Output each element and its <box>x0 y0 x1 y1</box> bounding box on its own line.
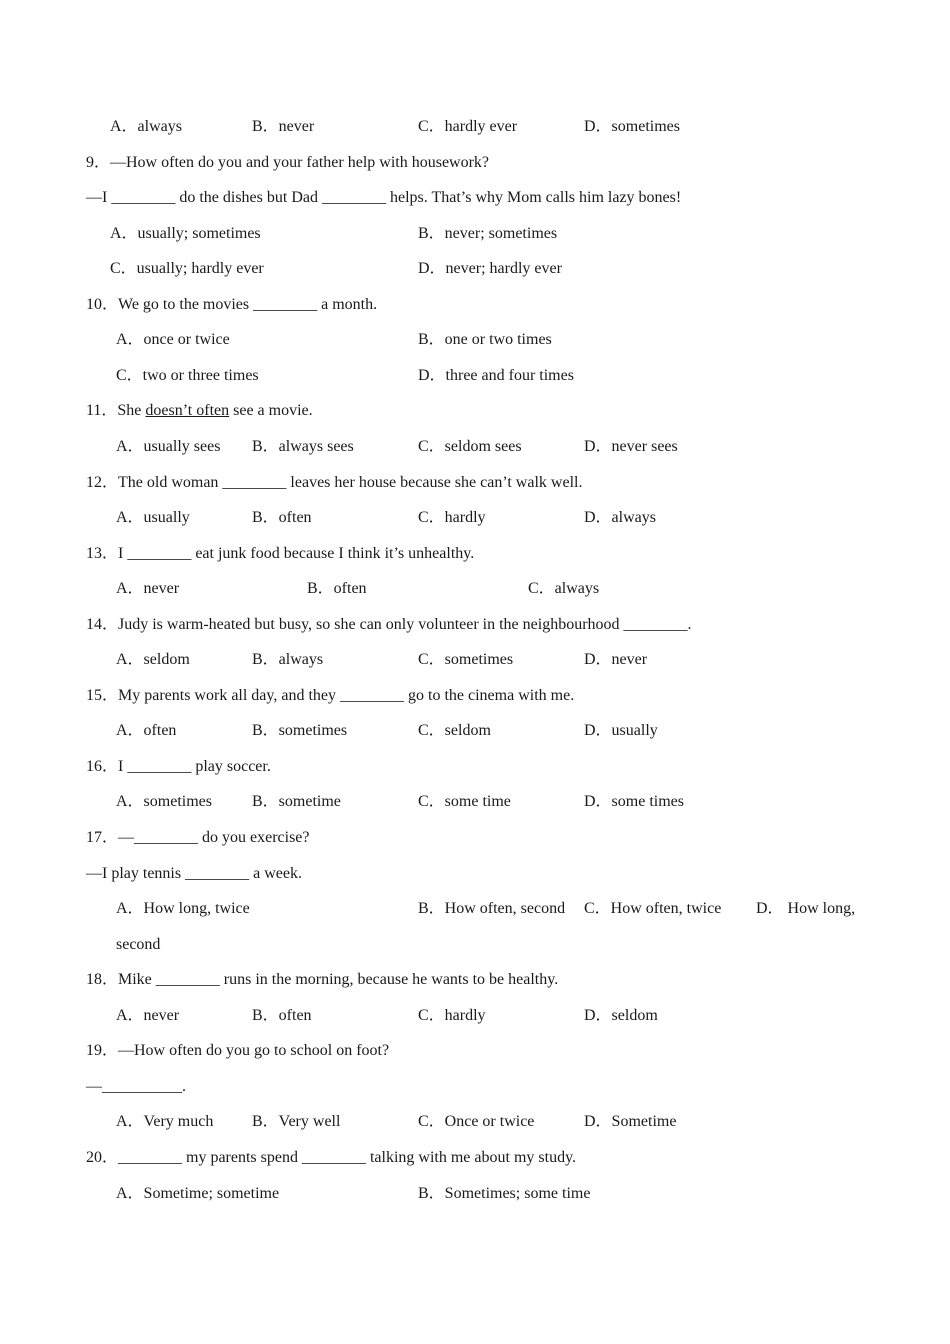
option: D．sometimes <box>584 118 680 135</box>
question-line <box>86 757 876 777</box>
options-row <box>86 650 876 670</box>
option: A．never <box>116 1007 180 1024</box>
options-row <box>86 508 876 528</box>
question-text: 15．My parents work all day, and they ________ go to the cinema with me. <box>86 687 575 704</box>
options-row <box>86 899 876 919</box>
option: B．never; sometimes <box>418 225 558 242</box>
option: B．How often, second <box>418 900 566 917</box>
option: A．Very much <box>116 1113 214 1130</box>
question-text: 9．—How often do you and your father help with housework? <box>86 154 490 171</box>
option: D．seldom <box>584 1007 658 1024</box>
option: B．always sees <box>252 438 354 455</box>
option: A．once or twice <box>116 331 230 348</box>
options-row <box>86 437 876 457</box>
option: C．Once or twice <box>418 1113 535 1130</box>
option: A．usually; sometimes <box>110 225 261 242</box>
option: B．sometime <box>252 793 341 810</box>
underlined-phrase: doesn’t often <box>145 402 230 419</box>
question-text: —I play tennis ________ a week. <box>86 865 302 882</box>
option: C．seldom <box>418 722 491 739</box>
question-text: see a movie. <box>229 402 313 419</box>
option: B．never <box>252 118 315 135</box>
options-row <box>86 935 876 955</box>
option: C．seldom sees <box>418 438 522 455</box>
question-line <box>86 473 876 493</box>
option: C．some time <box>418 793 511 810</box>
options-row <box>86 1112 876 1132</box>
options-row <box>86 259 876 279</box>
option: C．always <box>528 580 600 597</box>
option: B．often <box>307 580 367 597</box>
question-text: 11．She <box>86 402 146 419</box>
question-line <box>86 1041 876 1061</box>
option: C．How often, twice <box>584 900 722 917</box>
option: A．never <box>116 580 180 597</box>
option: D． How long, <box>756 900 856 917</box>
option: D．three and four times <box>418 367 574 384</box>
option: B．Very well <box>252 1113 341 1130</box>
option: D．always <box>584 509 656 526</box>
question-text: 13．I ________ eat junk food because I think it’s unhealthy. <box>86 545 475 562</box>
option: A．How long, twice <box>116 900 250 917</box>
question-text: 20．________ my parents spend ________ talking with me about my study. <box>86 1149 577 1166</box>
option: D．never sees <box>584 438 678 455</box>
options-row <box>86 721 876 741</box>
question-line <box>86 828 876 848</box>
option: B．Sometimes; some time <box>418 1185 591 1202</box>
question-line <box>86 188 876 208</box>
option: D．never; hardly ever <box>418 260 562 277</box>
question-text: 17．—________ do you exercise? <box>86 829 310 846</box>
option: A．usually sees <box>116 438 221 455</box>
options-row <box>86 1184 876 1204</box>
option: second <box>116 936 161 953</box>
option: A．often <box>116 722 177 739</box>
option: C．hardly <box>418 1007 486 1024</box>
options-row <box>86 366 876 386</box>
option: A．usually <box>116 509 190 526</box>
option: D．never <box>584 651 648 668</box>
option: D．usually <box>584 722 658 739</box>
question-text: 18．Mike ________ runs in the morning, because he wants to be healthy. <box>86 971 559 988</box>
options-row <box>86 224 876 244</box>
question-line <box>86 544 876 564</box>
options-row <box>86 330 876 350</box>
question-line <box>86 401 876 421</box>
option: B．often <box>252 509 312 526</box>
option: B．one or two times <box>418 331 552 348</box>
question-text: 16．I ________ play soccer. <box>86 758 271 775</box>
options-row <box>86 1006 876 1026</box>
question-text: 19．—How often do you go to school on foot? <box>86 1042 390 1059</box>
option: D．Sometime <box>584 1113 677 1130</box>
question-line <box>86 615 876 635</box>
option: D．some times <box>584 793 684 810</box>
question-text: 12．The old woman ________ leaves her house because she can’t walk well. <box>86 474 583 491</box>
option: B．always <box>252 651 324 668</box>
option: C．hardly <box>418 509 486 526</box>
question-line <box>86 295 876 315</box>
question-text: —I ________ do the dishes but Dad ________ helps. That’s why Mom calls him lazy bones! <box>86 189 682 206</box>
question-line <box>86 864 876 884</box>
option: C．hardly ever <box>418 118 518 135</box>
option: C．usually; hardly ever <box>110 260 264 277</box>
option: A．seldom <box>116 651 190 668</box>
option: A．Sometime; sometime <box>116 1185 280 1202</box>
question-text: 10．We go to the movies ________ a month. <box>86 296 378 313</box>
question-line <box>86 153 876 173</box>
question-line <box>86 1148 876 1168</box>
option: A．sometimes <box>116 793 212 810</box>
option: B．sometimes <box>252 722 348 739</box>
question-line <box>86 1077 876 1097</box>
question-line <box>86 970 876 990</box>
option: A．always <box>110 118 182 135</box>
option: B．often <box>252 1007 312 1024</box>
option: C．sometimes <box>418 651 514 668</box>
options-row <box>86 117 876 137</box>
options-row <box>86 579 876 599</box>
options-row <box>86 792 876 812</box>
question-text: —__________. <box>86 1078 186 1095</box>
option: C．two or three times <box>116 367 259 384</box>
question-text: 14．Judy is warm-heated but busy, so she can only volunteer in the neighbourhood ________. <box>86 616 692 633</box>
question-line <box>86 686 876 706</box>
